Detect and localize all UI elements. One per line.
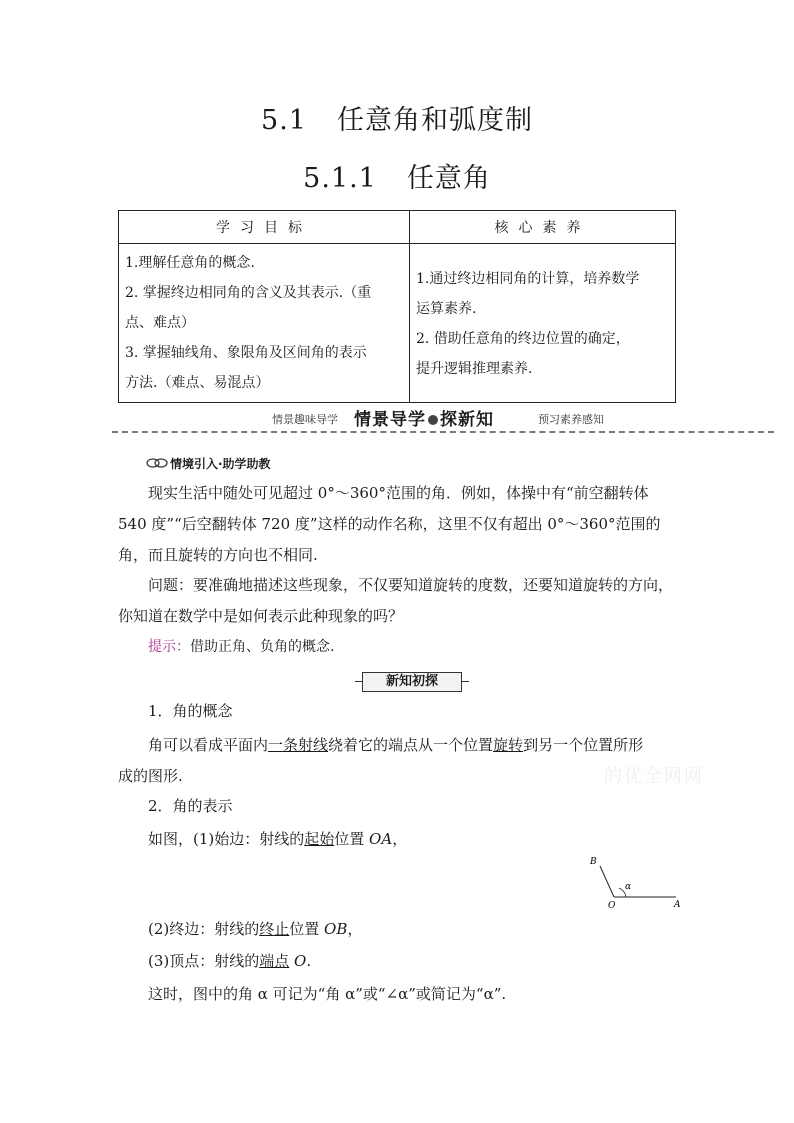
text-part: (2)终边：射线的 (148, 920, 260, 938)
text-part: 位置 (289, 920, 325, 938)
new-knowledge-box: 新知初探 (362, 672, 462, 692)
item2-line-3 (148, 950, 311, 971)
subsection-number: 5.1.1 (303, 163, 377, 194)
label-A: A (674, 900, 681, 910)
text-part: ， (347, 920, 363, 938)
hint-text: 借助正角、负角的概念. (190, 639, 335, 655)
goal-line: 点、难点） (125, 315, 195, 331)
angle-figure (580, 850, 690, 910)
hint (148, 636, 334, 656)
intro-subheading (146, 455, 271, 472)
section-title (0, 98, 794, 137)
item2-line-4: 这时，图中的角 α 可记为“角 α”或“∠α”或简记为“α”. (148, 985, 507, 1003)
literacy-line: 提升逻辑推理素养. (416, 361, 533, 377)
section-banner (112, 404, 774, 434)
literacy-line: 运算素养. (416, 301, 477, 317)
def-part: 到另一个位置所形 (523, 736, 644, 754)
section-title-text: 任意角和弧度制 (336, 105, 533, 136)
def-part: 绕着它的端点从一个位置 (328, 736, 494, 754)
banner-divider (112, 431, 774, 433)
goal-line: 3. 掌握轴线角、象限角及区间角的表示 (125, 345, 367, 361)
goals-table (118, 210, 676, 403)
intro-paragraph-1: 现实生活中随处可见超过 0°～360°范围的角．例如，体操中有“前空翻转体 540 度”“后空翻转体 720 度”这样的动作名称，这里不仅有超出 0°～360°范围的角，而且旋转的方向也不相同. (118, 484, 661, 564)
item2-title: 2．角的表示 (148, 797, 233, 815)
literacy-header: 核心素养 (410, 211, 676, 244)
item1-definition-cont: 成的图形. (118, 767, 183, 785)
goal-line: 2. 掌握终边相同角的含义及其表示.（重 (125, 285, 372, 301)
banner-left-caption: 情景趣味导学 (272, 413, 338, 426)
literacy-line: 2. 借助任意角的终边位置的确定， (416, 331, 630, 347)
goals-cell (119, 244, 410, 403)
label-O: O (608, 901, 616, 910)
def-part: 角可以看成平面内 (148, 736, 269, 754)
ray-OB (600, 866, 614, 897)
literacy-cell (410, 244, 676, 403)
goals-header: 学习目标 (119, 211, 410, 244)
text-part: 位置 (334, 830, 370, 848)
banner-title (354, 405, 494, 430)
banner-arrow-icon (428, 415, 438, 425)
math-var: OB (324, 920, 348, 938)
text-part: . (306, 952, 312, 970)
hands-icon (146, 457, 168, 472)
label-B: B (590, 857, 597, 867)
text-part: (3)顶点：射线的 (148, 952, 260, 970)
goal-line: 方法.（难点、易混点） (125, 375, 270, 391)
intro-subheading-text: 情境引入·助学助教 (170, 457, 271, 471)
item1-definition (148, 734, 643, 755)
subsection-title-text: 任意角 (406, 163, 491, 194)
def-underlined: 一条射线 (268, 736, 329, 754)
goal-line: 1.理解任意角的概念. (125, 255, 255, 271)
hint-label: 提示： (148, 639, 190, 655)
item2-line-2 (148, 918, 362, 939)
literacy-line: 1.通过终边相同角的计算，培养数学 (416, 271, 640, 287)
banner-title-left: 情景导学 (354, 410, 426, 430)
text-part: ， (392, 830, 408, 848)
subsection-title (0, 156, 794, 195)
underlined-term: 起始 (304, 830, 335, 848)
text-part: 如图，(1)始边：射线的 (148, 830, 305, 848)
watermark: 的优全网网 (604, 766, 704, 787)
intro-paragraph-2: 问题：要准确地描述这些现象，不仅要知道旋转的度数，还要知道旋转的方向，你知道在数学中是如何表示此种现象的吗？ (118, 576, 674, 625)
item1-title: 1．角的概念 (148, 702, 233, 720)
section-number: 5.1 (261, 105, 307, 136)
underlined-term: 终止 (259, 920, 290, 938)
def-underlined: 旋转 (493, 736, 524, 754)
label-alpha: α (625, 882, 632, 892)
underlined-term: 端点 (259, 952, 290, 970)
banner-right-caption: 预习素养感知 (538, 413, 604, 426)
math-var: O (294, 952, 307, 970)
banner-title-right: 探新知 (440, 410, 494, 430)
math-var: OA (369, 830, 393, 848)
item2-line-1 (148, 828, 407, 849)
